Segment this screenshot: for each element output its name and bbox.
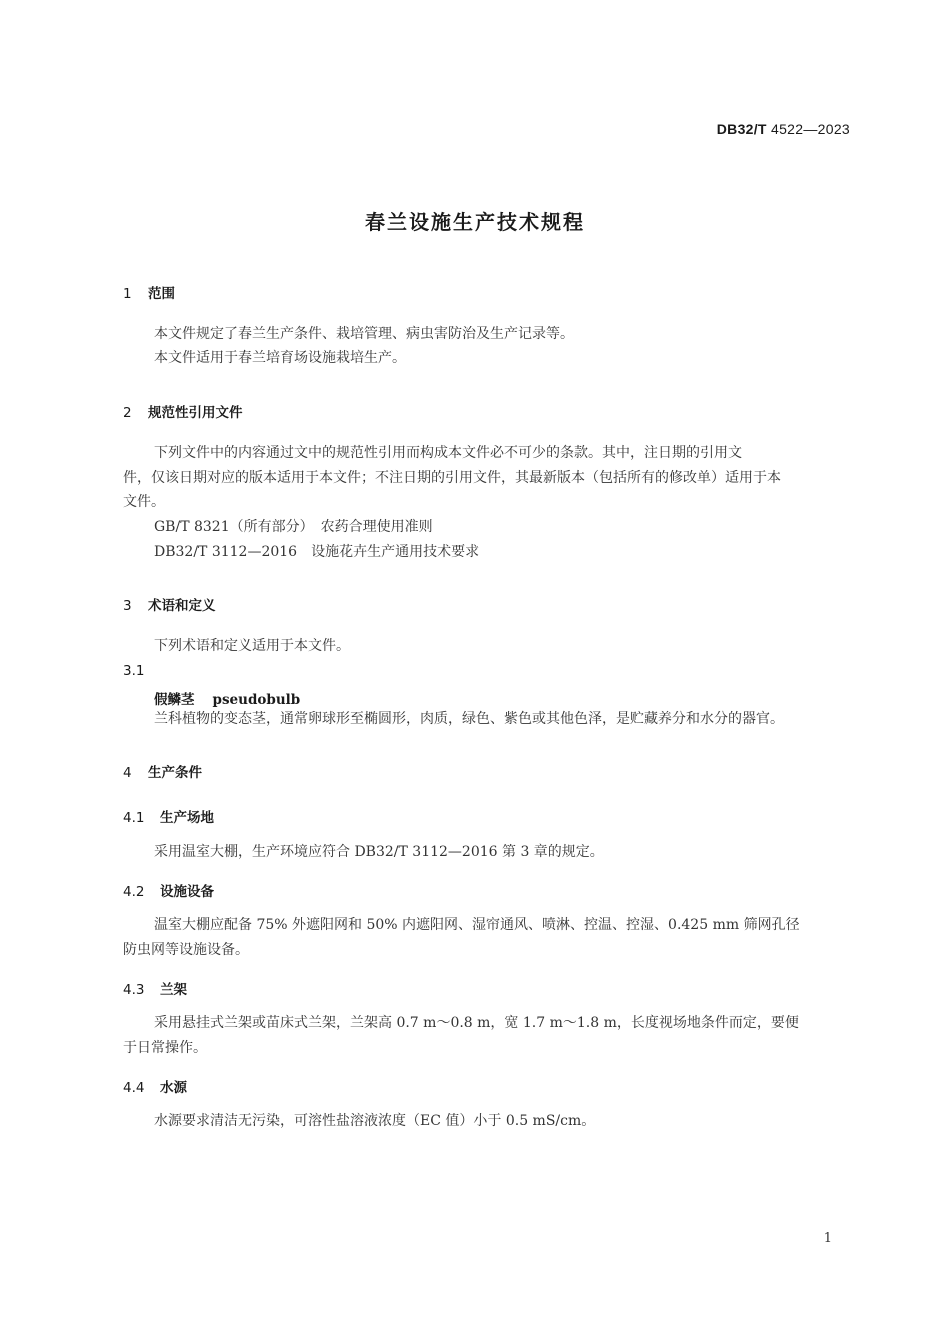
section-title: 规范性引用文件: [148, 405, 243, 421]
section-4-heading: [123, 761, 202, 781]
section-4-1-heading: [123, 806, 214, 826]
subsection-number: 4.4: [123, 1080, 145, 1096]
subsection-number: 4.3: [123, 982, 145, 998]
term-chinese: 假鳞茎: [154, 692, 195, 708]
section-4-1-paragraph: 采用温室大棚，生产环境应符合 DB32/T 3112—2016 第 3 章的规定。: [154, 844, 604, 860]
section-number: 4: [123, 765, 132, 781]
section-number: 3: [123, 598, 132, 614]
section-title: 生产条件: [148, 765, 202, 781]
reference-gb-t-8321: GB/T 8321（所有部分） 农药合理使用准则: [154, 519, 433, 535]
section-1-paragraph-2: 本文件适用于春兰培育场设施栽培生产。: [154, 350, 406, 366]
section-4-4-heading: [123, 1076, 187, 1096]
subsection-title: 生产场地: [160, 810, 214, 826]
section-2-heading: [123, 401, 243, 421]
reference-db32-t-3112: DB32/T 3112—2016 设施花卉生产通用技术要求: [154, 544, 480, 560]
page-number: 1: [823, 1231, 832, 1246]
subsection-number: 4.2: [123, 884, 145, 900]
section-2-paragraph-line-3: 文件。: [123, 494, 165, 510]
document-code: [717, 121, 850, 137]
document-title: 春兰设施生产技术规程: [365, 210, 585, 234]
section-number: 2: [123, 405, 132, 421]
term-heading: [154, 688, 300, 708]
section-4-3-line-2: 于日常操作。: [123, 1040, 207, 1056]
section-title: 范围: [148, 286, 175, 302]
section-4-2-line-2: 防虫网等设施设备。: [123, 942, 249, 958]
section-title: 术语和定义: [148, 598, 216, 614]
subsection-number: 4.1: [123, 810, 145, 826]
section-2-paragraph-line-2: 件，仅该日期对应的版本适用于本文件；不注日期的引用文件，其最新版本（包括所有的修改单）适用于本: [123, 470, 781, 486]
section-4-3-heading: [123, 978, 187, 998]
document-code-number: 4522—2023: [771, 121, 850, 137]
section-4-3-line-1: 采用悬挂式兰架或苗床式兰架，兰架高 0.7 m～0.8 m，宽 1.7 m～1.8 m，长度视场地条件而定，要便: [154, 1015, 799, 1031]
section-4-4-paragraph: 水源要求清洁无污染，可溶性盐溶液浓度（EC 值）小于 0.5 mS/cm。: [154, 1113, 596, 1129]
document-code-prefix: DB32/T: [716, 121, 767, 137]
section-3-heading: [123, 594, 216, 614]
section-4-2-heading: [123, 880, 214, 900]
subsection-title: 水源: [160, 1080, 187, 1096]
term-definition: 兰科植物的变态茎，通常卵球形至椭圆形，肉质，绿色、紫色或其他色泽，是贮藏养分和水分的器官。: [154, 711, 784, 727]
subsection-title: 设施设备: [160, 884, 214, 900]
section-number: 1: [123, 286, 132, 302]
section-3-paragraph: 下列术语和定义适用于本文件。: [154, 638, 350, 654]
section-1-heading: [123, 282, 175, 302]
section-4-2-line-1: 温室大棚应配备 75% 外遮阳网和 50% 内遮阳网、湿帘通风、喷淋、控温、控湿、0.425 mm 筛网孔径: [154, 917, 800, 933]
term-number: 3.1: [123, 663, 145, 679]
subsection-title: 兰架: [160, 982, 187, 998]
section-1-paragraph-1: 本文件规定了春兰生产条件、栽培管理、病虫害防治及生产记录等。: [154, 326, 574, 342]
term-english: pseudobulb: [212, 692, 301, 708]
section-2-paragraph-line-1: 下列文件中的内容通过文中的规范性引用而构成本文件必不可少的条款。其中，注日期的引用文: [154, 445, 742, 461]
